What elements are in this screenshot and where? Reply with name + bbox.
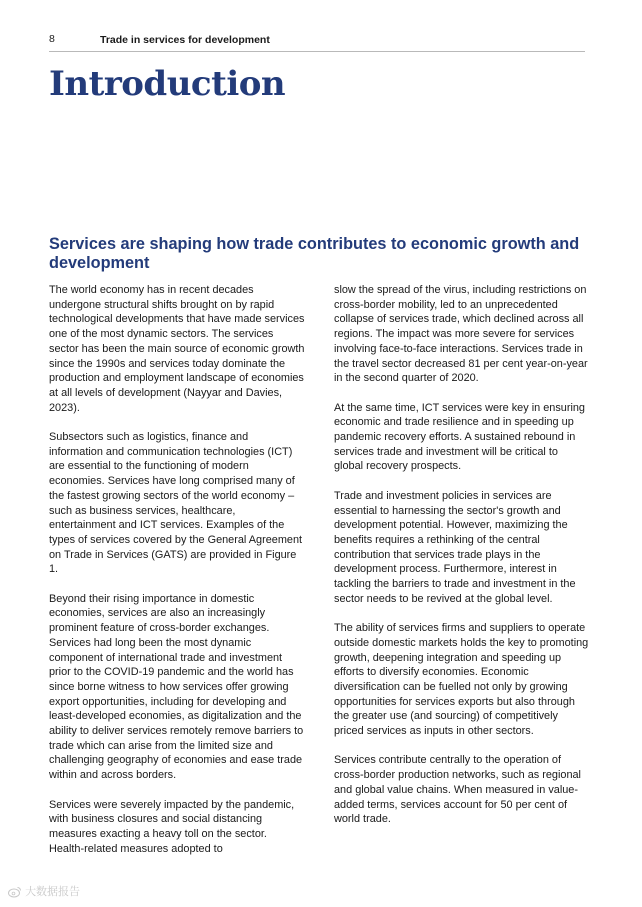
paragraph: Trade and investment policies in services are essential to harnessing the sector's growth and development potential. However, maximizing the benefits requires a rethinking of the central contribution that services trade plays in the development process. Furthermore, interest in tackling the barriers to trade and investment in the sector needs to be revived at the global level.	[334, 489, 576, 605]
page-title: Introduction	[49, 64, 286, 104]
left-column	[49, 283, 305, 871]
running-title: Trade in services for development	[100, 34, 270, 46]
page-header	[49, 33, 585, 52]
paragraph: slow the spread of the virus, including restrictions on cross-border mobility, led to an unprecedented collapse of services trade, which declined across all regions. The impact was more severe for services involving face-to-face interactions. Services trade in the travel sector decreased 81 per cent year-on-year in the second quarter of 2020.	[334, 284, 588, 385]
watermark	[8, 883, 80, 899]
right-column	[334, 283, 590, 842]
paragraph: At the same time, ICT services were key in ensuring economic and trade resilience and in speeding up pandemic recovery efforts. A sustained rebound in services trade and investment will be critical to global recovery prospects.	[334, 401, 585, 473]
watermark-text: 大数据报告	[25, 886, 81, 898]
paragraph: Beyond their rising importance in domestic economies, services are also an increasingly prominent feature of cross-border exchanges. Services had long been the most dynamic component of international trade and investment prior to the COVID-19 pandemic and the world has since borne witness to how services offer growing export opportunities, including for developing and least-developed economies, as digitalization and the ability to deliver services remotely remove barriers to trade which can arise from the limited size and challenging geography of economies and ease trade within and across borders.	[49, 592, 304, 782]
paragraph: Services contribute centrally to the operation of cross-border production networks, such as regional and global value chains. When measured in value-added terms, services account for 50 per cent of world trade.	[334, 754, 581, 826]
paragraph: Subsectors such as logistics, finance and information and communication technologies (ICT) are essential to the functioning of modern economies. Services have long comprised many of the fastest growing sectors of the world economy – such as business services, healthcare, entertainment and ICT services. Examples of the types of services covered by the General Agreement on Trade in Services (GATS) are provided in Figure 1.	[49, 431, 303, 576]
paragraph: The ability of services firms and suppliers to operate outside domestic markets holds the key to promoting growth, deepening integration and speeding up efforts to diversify economies. Economic diversification can be fuelled not only by growing opportunities for services exports but also through the greater use (and sourcing) of competitively priced services as inputs in other sectors.	[334, 622, 589, 738]
paragraph: The world economy has in recent decades undergone structural shifts brought on by rapid technological developments that have made services one of the most dynamic sectors. The services sector has been the main source of economic growth since the 1990s and services today dominate the production and employment landscape of economies at all levels of development (Nayyar and Davies, 2023).	[49, 284, 305, 414]
section-heading: Services are shaping how trade contributes to economic growth and development	[49, 235, 580, 272]
page-number: 8	[49, 33, 55, 45]
paragraph: Services were severely impacted by the pandemic, with business closures and social distancing measures exacting a heavy toll on the sector. Health-related measures adopted to	[49, 798, 295, 855]
weibo-icon	[8, 886, 22, 898]
